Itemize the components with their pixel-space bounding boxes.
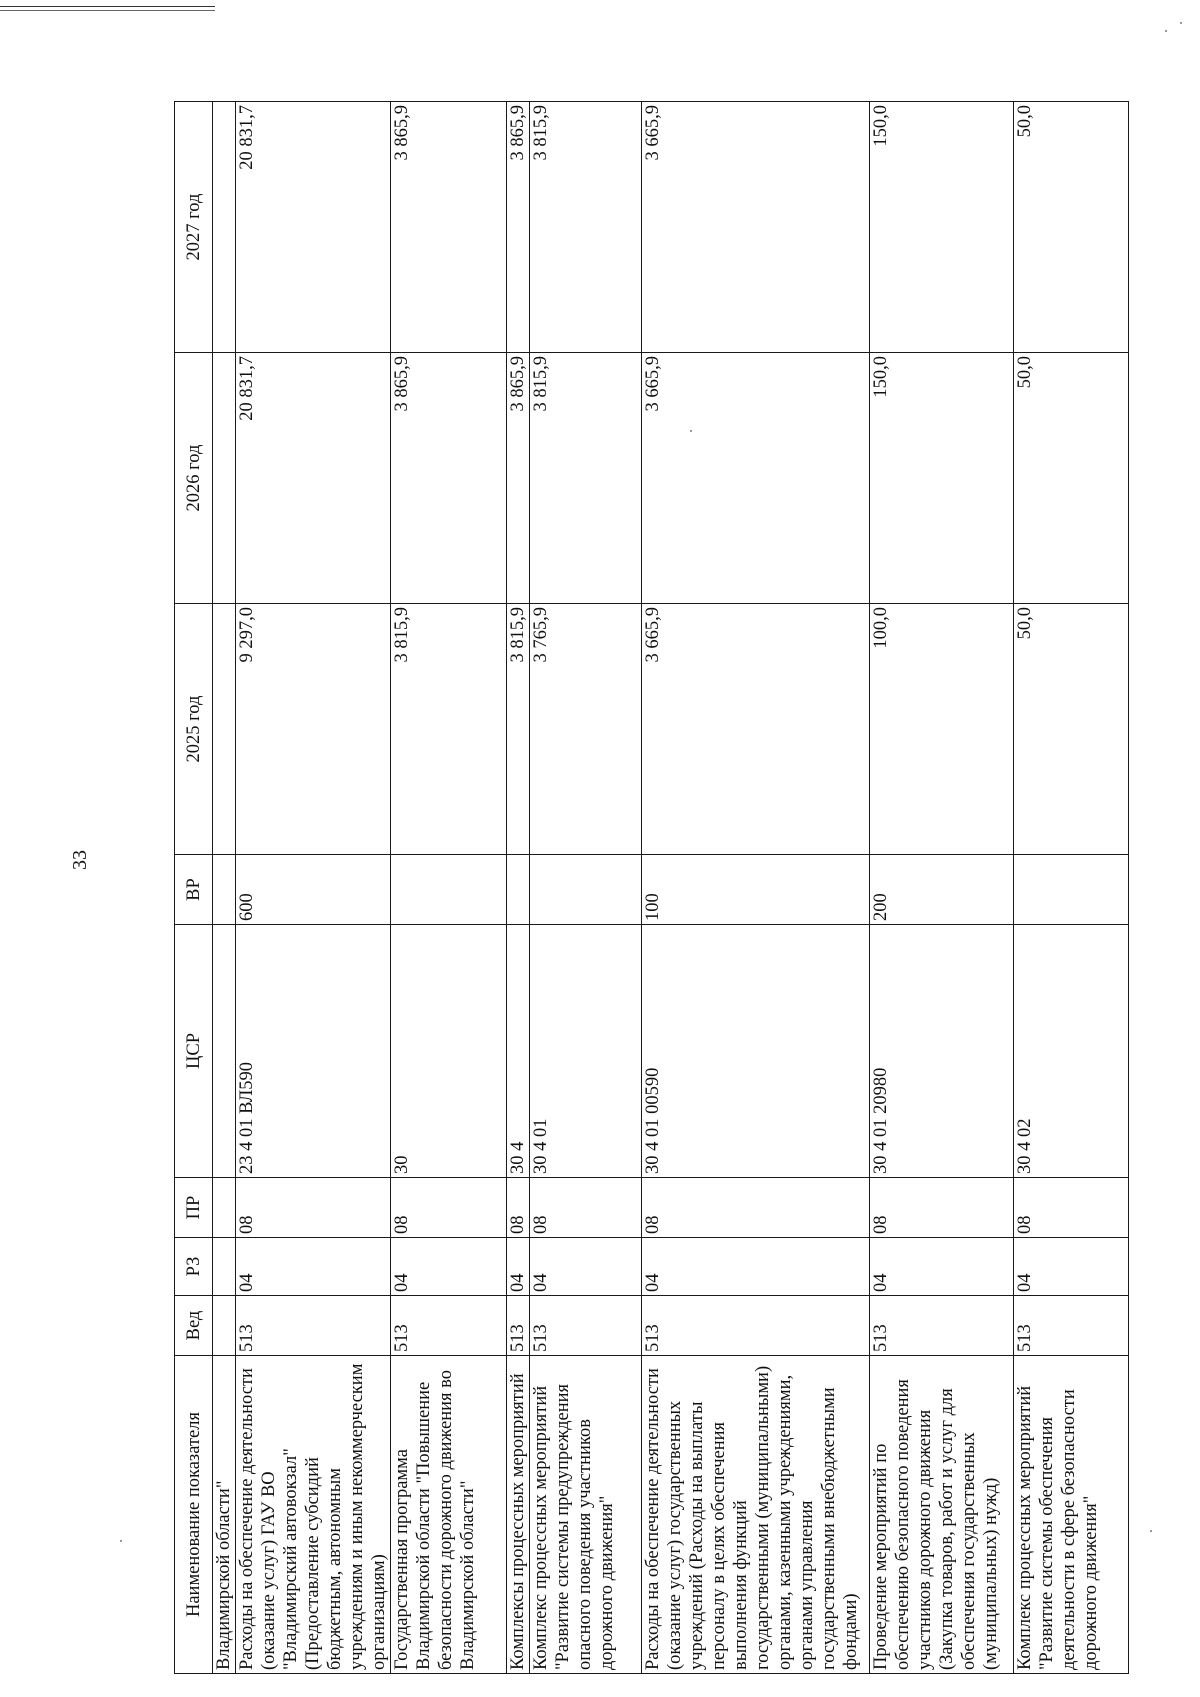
cell-rz: 04	[507, 1238, 530, 1296]
cell-vr	[530, 855, 642, 925]
cell-pr: 08	[507, 1178, 530, 1238]
page-number: 33	[69, 850, 91, 870]
table-row	[530, 102, 642, 1674]
header-row	[175, 102, 213, 1674]
cell-2026: 20 831,7	[236, 353, 391, 604]
cell-name: Комплекс процессных мероприятий "Развитие системы предупреждения опасного поведения участников дорожного движения"	[530, 1356, 642, 1674]
cell-pr	[213, 1178, 236, 1238]
table-row	[870, 102, 1014, 1674]
cell-csr: 30 4 01	[530, 925, 642, 1178]
cell-2027: 3 865,9	[507, 102, 530, 353]
cell-2025: 3 815,9	[507, 604, 530, 855]
scan-speck	[1150, 1530, 1152, 1532]
cell-ved	[213, 1296, 236, 1356]
cell-2026: 3 815,9	[530, 353, 642, 604]
table-row	[213, 102, 236, 1674]
cell-name: Государственная программа Владимирской области "Повышение безопасности дорожного движения во Владимирской области"	[391, 1356, 507, 1674]
cell-csr: 30 4	[507, 925, 530, 1178]
header-2026: 2026 год	[175, 353, 213, 604]
header-name: Наименование показателя	[175, 1356, 213, 1674]
cell-name: Расходы на обеспечение деятельности (оказание услуг) государственных учреждений (Расходы на выплаты персоналу в целях обеспечения выполнения функций государственными (муниципальными) органами, казенными учреждениями, органами управления государственными внебюджетными фондами)	[642, 1356, 870, 1674]
cell-vr: 100	[642, 855, 870, 925]
cell-rz: 04	[642, 1238, 870, 1296]
cell-name: Расходы на обеспечение деятельности (оказание услуг) ГАУ ВО "Владимирский автовокзал" (Предоставление субсидий бюджетным, автономным учреждениям и иным некоммерческим организациям)	[236, 1356, 391, 1674]
cell-rz: 04	[236, 1238, 391, 1296]
cell-csr: 30 4 01 20980	[870, 925, 1014, 1178]
cell-pr: 08	[870, 1178, 1014, 1238]
cell-2026: 3 865,9	[391, 353, 507, 604]
cell-2025: 3 815,9	[391, 604, 507, 855]
cell-2027: 20 831,7	[236, 102, 391, 353]
cell-ved: 513	[391, 1296, 507, 1356]
cell-vr: 200	[870, 855, 1014, 925]
cell-2027: 3 815,9	[530, 102, 642, 353]
cell-2027: 50,0	[1014, 102, 1129, 353]
cell-2027	[213, 102, 236, 353]
cell-2025	[213, 604, 236, 855]
cell-pr: 08	[642, 1178, 870, 1238]
cell-pr: 08	[391, 1178, 507, 1238]
cell-vr	[391, 855, 507, 925]
cell-ved: 513	[530, 1296, 642, 1356]
cell-rz	[213, 1238, 236, 1296]
cell-2025: 3 665,9	[642, 604, 870, 855]
cell-csr	[213, 925, 236, 1178]
cell-csr: 30 4 02	[1014, 925, 1129, 1178]
cell-2025: 9 297,0	[236, 604, 391, 855]
cell-name: Комплекс процессных мероприятий "Развитие системы обеспечения деятельности в сфере безопасности дорожного движения"	[1014, 1356, 1129, 1674]
cell-pr: 08	[236, 1178, 391, 1238]
header-vr: ВР	[175, 855, 213, 925]
cell-csr: 30	[391, 925, 507, 1178]
cell-csr: 23 4 01 ВЛ590	[236, 925, 391, 1178]
cell-ved: 513	[870, 1296, 1014, 1356]
cell-vr	[507, 855, 530, 925]
cell-2026: 3 865,9	[507, 353, 530, 604]
cell-2027: 150,0	[870, 102, 1014, 353]
cell-name: Владимирской области"	[213, 1356, 236, 1674]
cell-rz: 04	[1014, 1238, 1129, 1296]
scan-speck	[690, 430, 692, 432]
cell-2025: 3 765,9	[530, 604, 642, 855]
header-2027: 2027 год	[175, 102, 213, 353]
header-csr: ЦСР	[175, 925, 213, 1178]
scan-edge-line	[0, 6, 215, 7]
cell-2027: 3 665,9	[642, 102, 870, 353]
budget-table	[174, 101, 1129, 1674]
cell-rz: 04	[870, 1238, 1014, 1296]
cell-vr	[1014, 855, 1129, 925]
cell-vr	[213, 855, 236, 925]
header-2025: 2025 год	[175, 604, 213, 855]
cell-2026: 150,0	[870, 353, 1014, 604]
scan-speck	[1165, 30, 1167, 32]
scan-edge-line	[0, 10, 215, 11]
cell-rz: 04	[530, 1238, 642, 1296]
table-row	[236, 102, 391, 1674]
cell-pr: 08	[1014, 1178, 1129, 1238]
cell-2025: 100,0	[870, 604, 1014, 855]
header-rz: РЗ	[175, 1238, 213, 1296]
cell-2027: 3 865,9	[391, 102, 507, 353]
cell-name: Проведение мероприятий по обеспечению безопасного поведения участников дорожного движения (Закупка товаров, работ и услуг для обеспечения государственных (муниципальных) нужд)	[870, 1356, 1014, 1674]
cell-rz: 04	[391, 1238, 507, 1296]
table-row	[391, 102, 507, 1674]
rotated-table-container	[174, 102, 1103, 1674]
table-row	[642, 102, 870, 1674]
table-row	[1014, 102, 1129, 1674]
cell-csr: 30 4 01 00590	[642, 925, 870, 1178]
scan-speck	[120, 1540, 122, 1542]
cell-2026	[213, 353, 236, 604]
header-pr: ПР	[175, 1178, 213, 1238]
cell-2026: 50,0	[1014, 353, 1129, 604]
cell-ved: 513	[236, 1296, 391, 1356]
scan-speck	[1180, 22, 1182, 24]
cell-2025: 50,0	[1014, 604, 1129, 855]
cell-vr: 600	[236, 855, 391, 925]
cell-pr: 08	[530, 1178, 642, 1238]
cell-ved: 513	[507, 1296, 530, 1356]
header-ved: Вед	[175, 1296, 213, 1356]
table-row	[507, 102, 530, 1674]
cell-2026: 3 665,9	[642, 353, 870, 604]
cell-name: Комплексы процессных мероприятий	[507, 1356, 530, 1674]
cell-ved: 513	[1014, 1296, 1129, 1356]
cell-ved: 513	[642, 1296, 870, 1356]
